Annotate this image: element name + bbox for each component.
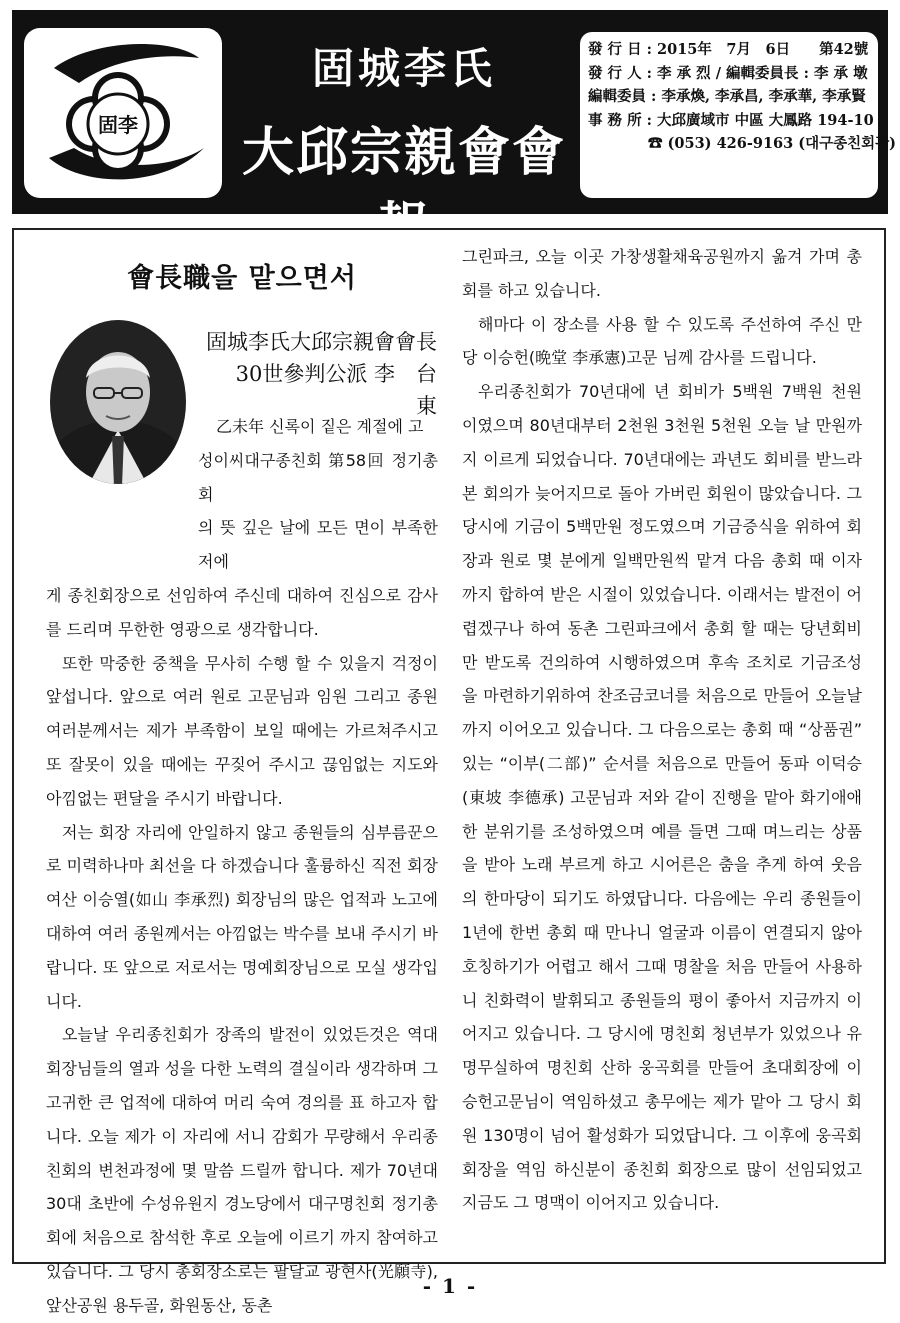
logo-text: 固李 [98, 113, 138, 137]
page-number: - 1 - [422, 1274, 478, 1298]
author-title: 固城李氏大邱宗親會會長 [206, 330, 437, 354]
article-title: 會長職을 맡으면서 [127, 263, 357, 294]
title-area [234, 30, 574, 258]
paragraph: 오늘날 우리종친회가 장족의 발전이 있었든것은 역대회장님들의 열과 성을 다한 노력의 결실이라 생각하며 그 고귀한 큰 업적에 대하여 머리 숙여 경의를 표 하고자 합니다. 오늘 제가 이 자리에 서니 감회가 무량해서 우리종친회의 변천과정에 몇 말씀 드릴까 합니다. 제가 70년대 30대 초반에 수성유원지 경노당에서 대구명친회 정기총회에 처음으로 참석한 후로 오늘에 이르기 까지 참여하고 있습니다. 그 당시 총회장소로는 팔달교 광현사(光願寺), 앞산공원 용두골, 화원동산, 동촌 [46, 1025, 438, 1315]
clan-emblem-icon [24, 28, 222, 198]
left-third-line: 의 뜻 깊은 날에 모든 면이 부족한 저에 [198, 518, 438, 572]
paragraph: 그린파크, 오늘 이곳 가창생활채육공원까지 옮겨 가며 총회를 하고 있습니다. [462, 247, 862, 300]
newsletter-title-line1: 固城李氏 [311, 44, 496, 93]
left-column [46, 410, 438, 1323]
info-publisher: 發 行 人 : 李 承 烈 / 編輯委員長 : 李 承 墩 [588, 64, 868, 82]
paragraph: 저는 회장 자리에 안일하지 않고 종원들의 심부름꾼으로 미력하나마 최선을 다 하겠습니다 훌륭하신 직전 회장 여산 이승열(如山 李承烈) 회장님의 많은 업적과 노고에 대하여 여러 종원께서는 아낌없는 박수를 보내 주시기 바랍니다. 또 앞으로 저로서는 명예회장님으로 모실 생각입니다. [46, 822, 438, 1011]
left-first-line: 乙未年 신록이 짙은 계절에 고 [216, 417, 424, 436]
info-office-address: 事 務 所 : 大邱廣域市 中區 大鳳路 194-10 [588, 111, 874, 129]
left-second-line: 성이씨대구종친회 第58回 정기총회 [198, 450, 438, 504]
author-name: 30世參判公派 李 台 東 [235, 362, 458, 418]
masthead [12, 10, 897, 258]
info-phone: ☎ (053) 426-9163 (대구종친회관) [648, 135, 897, 152]
paragraph: 우리종친회가 70년대에 년 회비가 5백원 7백원 천원 이였으며 80년대부터 2천원 3천원 5천원 오늘 날 만원까지 이르게 되었습니다. 70년대에는 과년도 회비를 받느라 본 회의가 늦어지므로 돌아 가버린 회원이 많았습니다. 그 당시에 기금이 5백만원 정도였으며 기금증식을 위하여 회장과 원로 몇 분에게 일백만원씩 맡겨 다음 총회 때 이자까지 합하여 받은 시절이 있었습니다. 이래서는 발전이 어렵겠구나 하여 동촌 그린파크에서 총회 할 때는 당년회비만 받도록 건의하여 시행하였으며 후속 조치로 기금조성을 마련하기위하여 찬조금코너를 처음으로 만들어 오늘날 까지 이어오고 있습니다. 그 다음으로는 총회 때 “상품권” 있는 “이부(二部)” 순서를 처음으로 만들어 동파 이덕승(東坡 李德承) 고문님과 저와 같이 진행을 맡아 화기애애한 분위기를 조성하였으며 예를 들면 그때 며느리는 상품을 받아 노래 부르게 하고 시어른은 춤을 추게 하여 웃음의 한마당이 되기도 하였답니다. 다음에는 우리 종원들이 1년에 한번 총회 때 만나니 얼굴과 이름이 연결되지 않아 호칭하기가 어렵고 해서 그때 명찰을 처음 만들어 사용하니 친화력이 발휘되고 종원들의 평이 좋아서 지금까지 이어지고 있습니다. 그 당시에 명친회 청년부가 있었으나 유명무실하여 명친회 산하 웅곡회를 만들어 초대회장에 이승헌고문님이 역임하셨고 총무에는 제가 맡아 그 당시 회원 130명이 넘어 활성화가 되었답니다. 그 이후에 웅곡회 회장을 역임 하신분이 종친회 회장으로 많이 선임되었고 지금도 그 명맥이 이어지고 있습니다. [462, 382, 862, 1213]
publication-info-box [580, 32, 897, 198]
paragraph: 게 종친회장으로 선임하여 주신데 대하여 진심으로 감사를 드리며 무한한 영광으로 생각합니다. [46, 585, 438, 639]
right-column [462, 240, 862, 1220]
paragraph: 또한 막중한 중책을 무사히 수행 할 수 있을지 걱정이 앞섭니다. 앞으로 여러 원로 고문님과 임원 그리고 종원 여러분께서는 제가 부족함이 보일 때에는 가르쳐주시고 또 잘못이 있을 때에는 꾸짖어 주시고 끊임없는 지도와 아낌없는 편달을 주시기 바랍니다. [46, 653, 438, 808]
paragraph: 해마다 이 장소를 사용 할 수 있도록 주선하여 주신 만당 이승헌(晩堂 李承憲)고문 님께 감사를 드립니다. [462, 314, 862, 368]
info-publish-date: 發 行 日 : 2015年 7月 6日 第42號 [588, 41, 869, 58]
author-byline [205, 326, 458, 422]
info-editors: 編輯委員 : 李承煥, 李承昌, 李承華, 李承賢 [588, 88, 866, 105]
newsletter-title-line2: 大邱宗親會會報 [241, 122, 566, 258]
logo-box [24, 28, 222, 198]
